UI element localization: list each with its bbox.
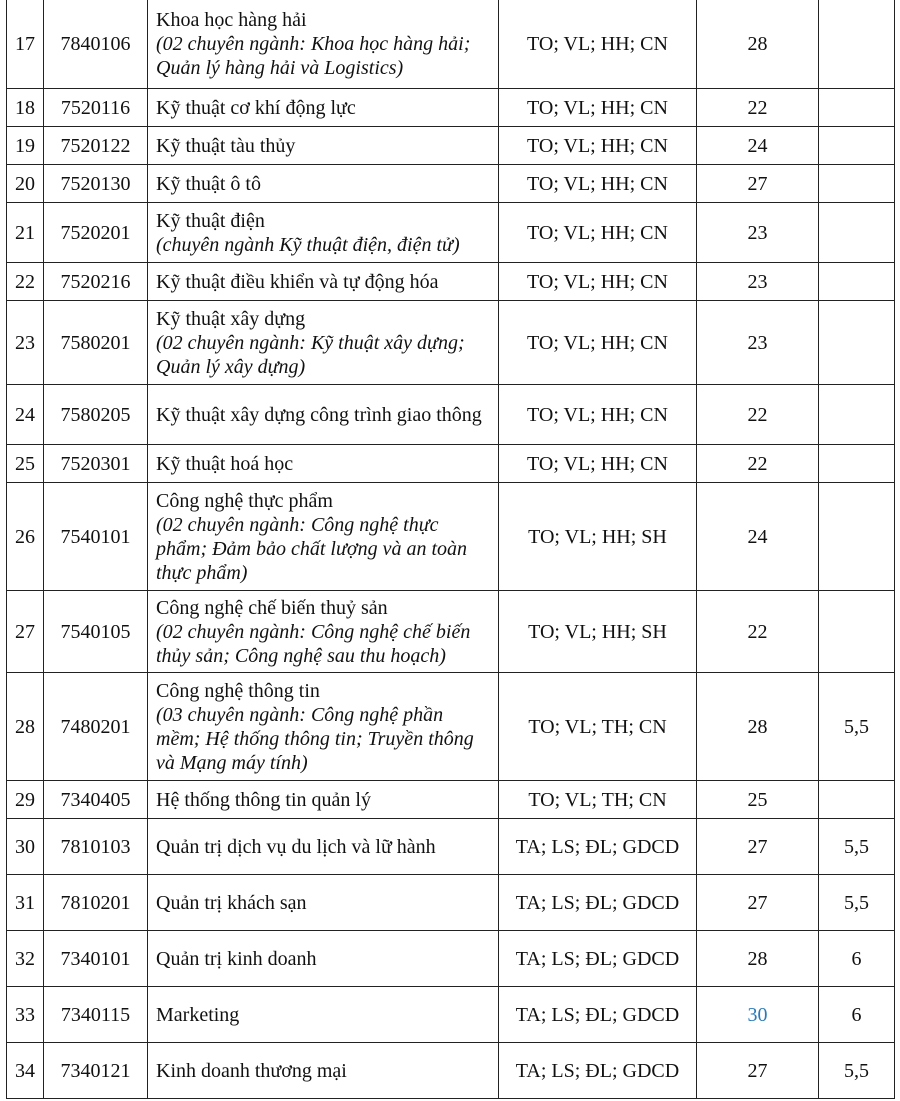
extra-score: 5,5 xyxy=(819,1043,895,1099)
major-specializations: (chuyên ngành Kỹ thuật điện, điện tử) xyxy=(156,233,460,256)
major-name: Công nghệ chế biến thuỷ sản xyxy=(156,596,388,619)
subject-combination: TO; VL; HH; SH xyxy=(499,591,697,673)
extra-score xyxy=(819,165,895,203)
extra-score xyxy=(819,89,895,127)
score: 23 xyxy=(697,203,819,263)
major-name: Kỹ thuật xây dựng xyxy=(156,307,306,330)
major-name-cell xyxy=(148,673,499,781)
major-name: Kinh doanh thương mại xyxy=(156,1059,347,1082)
extra-score xyxy=(819,203,895,263)
table-row xyxy=(7,445,895,483)
subject-combination: TO; VL; HH; CN xyxy=(499,385,697,445)
major-code: 7340115 xyxy=(44,987,148,1043)
subject-combination: TA; LS; ĐL; GDCD xyxy=(499,819,697,875)
extra-score: 5,5 xyxy=(819,673,895,781)
major-name-cell xyxy=(148,445,499,483)
major-name: Kỹ thuật điều khiển và tự động hóa xyxy=(156,270,439,293)
extra-score xyxy=(819,385,895,445)
subject-combination: TO; VL; HH; CN xyxy=(499,263,697,301)
major-name: Khoa học hàng hải xyxy=(156,8,307,31)
major-code: 7810103 xyxy=(44,819,148,875)
extra-score xyxy=(819,483,895,591)
score: 22 xyxy=(697,89,819,127)
table-row xyxy=(7,781,895,819)
subject-combination: TO; VL; HH; CN xyxy=(499,301,697,385)
table-row xyxy=(7,127,895,165)
major-name-cell xyxy=(148,165,499,203)
extra-score xyxy=(819,781,895,819)
score: 28 xyxy=(697,673,819,781)
score: 25 xyxy=(697,781,819,819)
subject-combination: TA; LS; ĐL; GDCD xyxy=(499,931,697,987)
extra-score: 6 xyxy=(819,931,895,987)
table-row xyxy=(7,203,895,263)
major-specializations: (03 chuyên ngành: Công nghệ phần mềm; Hệ thống thông tin; Truyền thông và Mạng máy tính) xyxy=(156,703,474,774)
subject-combination: TO; VL; TH; CN xyxy=(499,673,697,781)
table-row xyxy=(7,673,895,781)
major-code: 7340121 xyxy=(44,1043,148,1099)
score: 27 xyxy=(697,875,819,931)
major-name-cell xyxy=(148,875,499,931)
subject-combination: TO; VL; TH; CN xyxy=(499,781,697,819)
subject-combination: TO; VL; HH; CN xyxy=(499,445,697,483)
extra-score xyxy=(819,445,895,483)
extra-score xyxy=(819,127,895,165)
table-row xyxy=(7,0,895,89)
row-number: 33 xyxy=(7,987,44,1043)
subject-combination: TO; VL; HH; CN xyxy=(499,0,697,89)
major-name-cell xyxy=(148,0,499,89)
major-code: 7520216 xyxy=(44,263,148,301)
major-name: Kỹ thuật điện xyxy=(156,209,265,232)
table-row xyxy=(7,591,895,673)
major-code: 7520122 xyxy=(44,127,148,165)
subject-combination: TO; VL; HH; CN xyxy=(499,203,697,263)
row-number: 17 xyxy=(7,0,44,89)
major-name: Kỹ thuật ô tô xyxy=(156,172,261,195)
score: 27 xyxy=(697,165,819,203)
major-code: 7480201 xyxy=(44,673,148,781)
row-number: 29 xyxy=(7,781,44,819)
subject-combination: TA; LS; ĐL; GDCD xyxy=(499,875,697,931)
extra-score: 5,5 xyxy=(819,875,895,931)
extra-score: 5,5 xyxy=(819,819,895,875)
major-name-cell xyxy=(148,301,499,385)
table-row xyxy=(7,931,895,987)
major-code: 7520116 xyxy=(44,89,148,127)
score: 22 xyxy=(697,385,819,445)
major-name: Kỹ thuật xây dựng công trình giao thông xyxy=(156,403,482,426)
row-number: 21 xyxy=(7,203,44,263)
major-name: Công nghệ thực phẩm xyxy=(156,489,333,512)
major-specializations: (02 chuyên ngành: Kỹ thuật xây dựng; Quản lý xây dựng) xyxy=(156,331,465,378)
table-row xyxy=(7,819,895,875)
score: 28 xyxy=(697,0,819,89)
extra-score xyxy=(819,0,895,89)
major-name: Hệ thống thông tin quản lý xyxy=(156,788,371,811)
major-name-cell xyxy=(148,987,499,1043)
major-name-cell xyxy=(148,1043,499,1099)
major-code: 7520130 xyxy=(44,165,148,203)
table-row xyxy=(7,875,895,931)
major-name: Kỹ thuật tàu thủy xyxy=(156,134,296,157)
major-code: 7520201 xyxy=(44,203,148,263)
row-number: 26 xyxy=(7,483,44,591)
subject-combination: TO; VL; HH; CN xyxy=(499,127,697,165)
major-code: 7580205 xyxy=(44,385,148,445)
table-row xyxy=(7,483,895,591)
major-specializations: (02 chuyên ngành: Khoa học hàng hải; Quản lý hàng hải và Logistics) xyxy=(156,32,471,79)
table-row xyxy=(7,987,895,1043)
score: 24 xyxy=(697,483,819,591)
major-code: 7540101 xyxy=(44,483,148,591)
major-name-cell xyxy=(148,781,499,819)
score: 22 xyxy=(697,591,819,673)
extra-score: 6 xyxy=(819,987,895,1043)
table-row xyxy=(7,1043,895,1099)
major-code: 7580201 xyxy=(44,301,148,385)
major-specializations: (02 chuyên ngành: Công nghệ thực phẩm; Đảm bảo chất lượng và an toàn thực phẩm) xyxy=(156,513,467,584)
row-number: 28 xyxy=(7,673,44,781)
subject-combination: TA; LS; ĐL; GDCD xyxy=(499,1043,697,1099)
major-name-cell xyxy=(148,263,499,301)
major-code: 7340101 xyxy=(44,931,148,987)
admission-table xyxy=(6,0,895,1099)
major-name-cell xyxy=(148,127,499,165)
major-name: Công nghệ thông tin xyxy=(156,679,320,702)
major-name-cell xyxy=(148,931,499,987)
subject-combination: TO; VL; HH; CN xyxy=(499,165,697,203)
major-name: Quản trị khách sạn xyxy=(156,891,307,914)
score: 27 xyxy=(697,819,819,875)
row-number: 30 xyxy=(7,819,44,875)
major-name: Quản trị kinh doanh xyxy=(156,947,317,970)
table-row xyxy=(7,89,895,127)
row-number: 22 xyxy=(7,263,44,301)
subject-combination: TA; LS; ĐL; GDCD xyxy=(499,987,697,1043)
table-row xyxy=(7,263,895,301)
major-name: Marketing xyxy=(156,1003,240,1026)
extra-score xyxy=(819,301,895,385)
subject-combination: TO; VL; HH; CN xyxy=(499,89,697,127)
row-number: 18 xyxy=(7,89,44,127)
score: 22 xyxy=(697,445,819,483)
extra-score xyxy=(819,591,895,673)
major-code: 7520301 xyxy=(44,445,148,483)
major-specializations: (02 chuyên ngành: Công nghệ chế biến thủy sản; Công nghệ sau thu hoạch) xyxy=(156,620,471,667)
major-name-cell xyxy=(148,385,499,445)
major-name-cell xyxy=(148,483,499,591)
major-code: 7540105 xyxy=(44,591,148,673)
major-name-cell xyxy=(148,819,499,875)
score: 23 xyxy=(697,263,819,301)
major-code: 7840106 xyxy=(44,0,148,89)
row-number: 19 xyxy=(7,127,44,165)
table-row xyxy=(7,301,895,385)
table-row xyxy=(7,165,895,203)
major-name-cell xyxy=(148,89,499,127)
major-code: 7810201 xyxy=(44,875,148,931)
table-row xyxy=(7,385,895,445)
major-name-cell xyxy=(148,591,499,673)
row-number: 32 xyxy=(7,931,44,987)
row-number: 34 xyxy=(7,1043,44,1099)
row-number: 27 xyxy=(7,591,44,673)
major-name: Quản trị dịch vụ du lịch và lữ hành xyxy=(156,835,436,858)
major-name-cell xyxy=(148,203,499,263)
row-number: 23 xyxy=(7,301,44,385)
major-name: Kỹ thuật cơ khí động lực xyxy=(156,96,356,119)
score: 23 xyxy=(697,301,819,385)
major-code: 7340405 xyxy=(44,781,148,819)
row-number: 31 xyxy=(7,875,44,931)
extra-score xyxy=(819,263,895,301)
row-number: 24 xyxy=(7,385,44,445)
score: 30 xyxy=(697,987,819,1043)
major-name: Kỹ thuật hoá học xyxy=(156,452,294,475)
table-body xyxy=(7,0,895,1099)
score: 28 xyxy=(697,931,819,987)
row-number: 25 xyxy=(7,445,44,483)
row-number: 20 xyxy=(7,165,44,203)
score: 24 xyxy=(697,127,819,165)
subject-combination: TO; VL; HH; SH xyxy=(499,483,697,591)
score: 27 xyxy=(697,1043,819,1099)
